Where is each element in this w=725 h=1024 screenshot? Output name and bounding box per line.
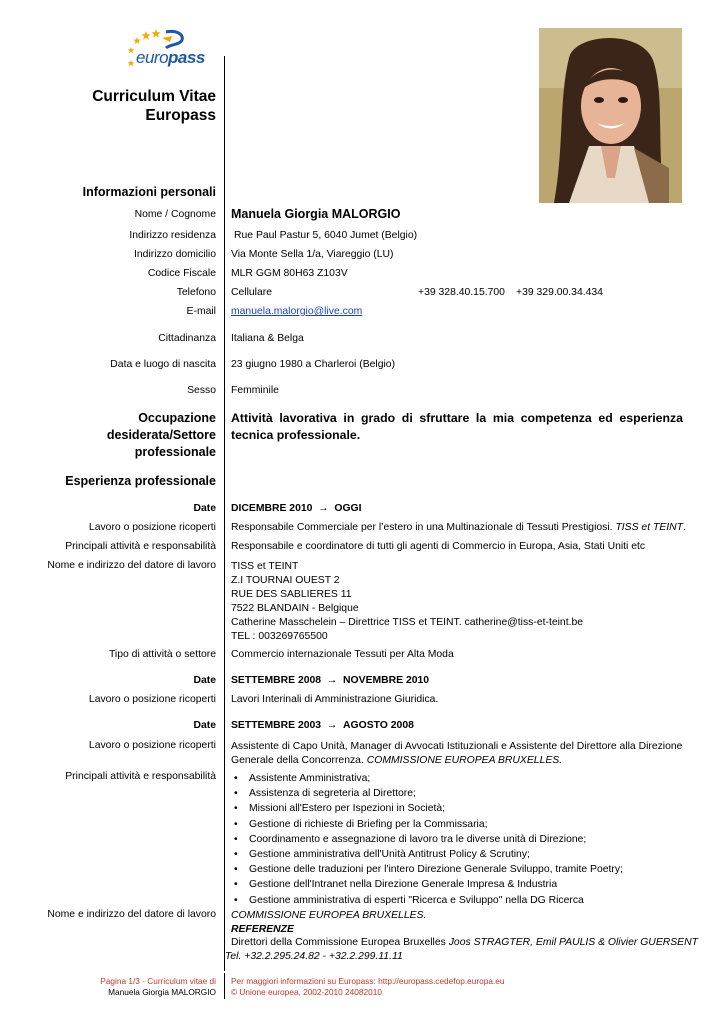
name-value: Manuela Giorgia MALORGIO — [231, 207, 401, 221]
job1-role-label: Lavoro o posizione ricoperti — [88, 522, 216, 533]
occupation-value: Attività lavorativa in grado di sfruttare la mia competenza ed esperienza tecnica professionale. — [231, 411, 683, 442]
tax-code-value: MLR GGM 80H63 Z103V — [231, 268, 348, 279]
job2-dates: SETTEMBRE 2008 → NOVEMBRE 2010 — [231, 675, 430, 686]
domicile-value: Via Monte Sella 1/a, Viareggio (LU) — [231, 249, 394, 260]
job3-activities-list — [231, 771, 623, 908]
job1-employer: TISS et TEINT Z.I TOURNAI OUEST 2 RUE DES SABLIERES 11 7522 BLANDAIN - Belgique Catherine Masschelein – Direttrice TISS et TEINT. catherine@tiss-et-teint.be TEL : 003269765500 — [231, 561, 584, 642]
list-item: • Coordinamento e assegnazione di lavoro tra le diverse unità di Direzione; — [231, 832, 623, 847]
job3-employer-label: Nome e indirizzo del datore di lavoro — [47, 909, 216, 920]
list-item: • Gestione amministrativa di esperti "Ricerca e Sviluppo" nella DG Ricerca — [231, 893, 623, 908]
job1-sector: Commercio internazionale Tessuti per Alta Moda — [231, 649, 454, 660]
domicile-label: Indirizzo domicilio — [134, 249, 216, 260]
profile-photo — [539, 28, 682, 203]
footer-divider — [224, 973, 225, 999]
job3-activities-label: Principali attività e responsabilità — [65, 771, 216, 782]
page-title: Curriculum Vitae Europass — [92, 88, 216, 124]
section-experience: Esperienza professionale — [65, 474, 216, 488]
job3-employer: COMMISSIONE EUROPEA BRUXELLES. REFERENZE Direttori della Commissione Europea Bruxelles Joos STRAGTER, Emil PAULIS & Olivier GUERSENT Tel. +32.2.295.24.82 - +32.2.299.11.11 — [225, 910, 698, 962]
sex-value: Femminile — [231, 385, 279, 396]
job1-date-label: Date — [193, 503, 216, 514]
section-personal-info: Informazioni personali — [82, 185, 216, 199]
list-item: • Assistente Amministrativa; — [231, 771, 623, 786]
tax-code-label: Codice Fiscale — [147, 268, 216, 279]
job2-date-label: Date — [193, 675, 216, 686]
birth-label: Data e luogo di nascita — [110, 359, 216, 370]
job3-dates: SETTEMBRE 2003 → AGOSTO 2008 — [231, 720, 414, 731]
job3-date-label: Date — [193, 720, 216, 731]
list-item: • Gestione amministrativa dell'Unità Antitrust Policy & Scrutiny; — [231, 847, 623, 862]
job2-role-label: Lavoro o posizione ricoperti — [88, 694, 216, 705]
job1-activities-label: Principali attività e responsabilità — [65, 541, 216, 552]
job3-role-label: Lavoro o posizione ricoperti — [88, 740, 216, 751]
section-occupation: Occupazione desiderata/Settore professionale — [106, 411, 216, 459]
name-label: Nome / Cognome — [134, 209, 216, 220]
sex-label: Sesso — [187, 385, 216, 396]
job1-employer-label: Nome e indirizzo del datore di lavoro — [47, 560, 216, 571]
list-item: • Gestione di richieste di Briefing per la Commissaria; — [231, 817, 623, 832]
citizenship-value: Italiana & Belga — [231, 333, 304, 344]
email-link-wrap — [231, 306, 362, 317]
email-label: E-mail — [186, 306, 216, 317]
job1-role: Responsabile Commerciale per l’estero in una Multinazionale di Tessuti Prestigiosi. TISS et TEINT. — [231, 522, 686, 533]
phone-number-2: +39 329.00.34.434 — [516, 287, 603, 298]
birth-value: 23 giugno 1980 a Charleroi (Belgio) — [231, 359, 396, 370]
list-item: • Assistenza di segreteria al Direttore; — [231, 786, 623, 801]
phone-label: Telefono — [176, 287, 216, 298]
job1-sector-label: Tipo di attività o settore — [108, 649, 216, 660]
citizenship-label: Cittadinanza — [158, 333, 216, 344]
job1-dates: DICEMBRE 2010 → OGGI — [231, 503, 362, 514]
list-item: • Gestione dell'Intranet nella Direzione Generale Impresa & Industria — [231, 877, 623, 892]
arrow-right-icon: → — [318, 503, 329, 514]
logo-text: europass — [136, 48, 205, 67]
europass-logo — [126, 28, 226, 76]
phone-number-1: +39 328.40.15.700 — [418, 287, 505, 298]
email-link[interactable]: manuela.malorgio@live.com — [231, 306, 363, 317]
list-item: • Gestione delle traduzioni per l'intero Direzione Generale Sviluppo, tramite Poetry; — [231, 862, 623, 877]
arrow-right-icon: → — [326, 675, 338, 686]
job2-role: Lavori Interinali di Amministrazione Giuridica. — [231, 694, 439, 705]
residence-value: Rue Paul Pastur 5, 6040 Jumet (Belgio) — [234, 230, 418, 241]
list-item: • Missioni all'Estero per Ispezioni in Società; — [231, 801, 623, 816]
phone-type: Cellulare — [231, 287, 273, 298]
residence-label: Indirizzo residenza — [129, 230, 216, 241]
job1-activities: Responsabile e coordinatore di tutti gli agenti di Commercio in Europa, Asia, Stati Uniti etc — [231, 541, 646, 552]
arrow-right-icon: → — [326, 720, 338, 731]
footer-right: Per maggiori informazioni su Europass: http://europass.cedefop.europa.eu © Unione europea, 2002-2010 24082010 — [231, 976, 505, 997]
footer-left: Pagina 1/3 - Curriculum vitae di Manuela Giorgia MALORGIO — [100, 976, 216, 997]
job3-role: Assistente di Capo Unità, Manager di Avvocati Istituzionali e Assistente del Direttore alla Direzione Generale della Concorrenza. COMMISSIONE EUROPEA BRUXELLES. — [231, 741, 683, 766]
column-divider — [224, 56, 225, 971]
